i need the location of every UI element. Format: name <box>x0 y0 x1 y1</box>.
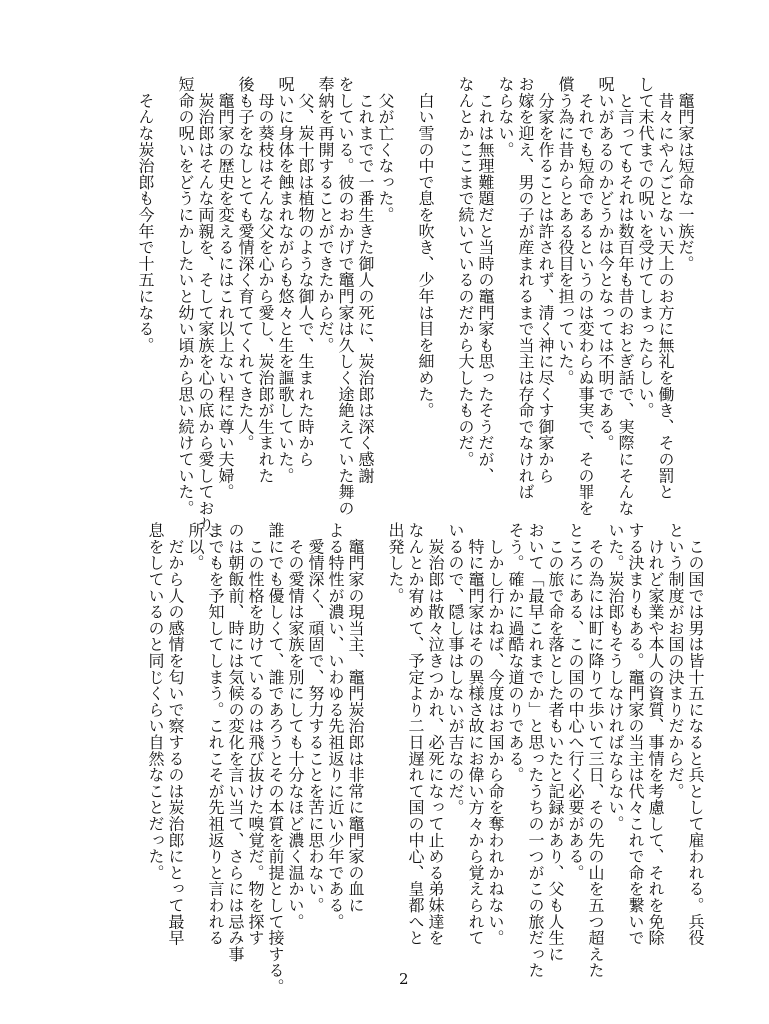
text-line: 呪いがあるのかどうかは今となっては不明である。 <box>596 76 615 451</box>
text-line: なんとか宥めて、予定より二日遅れて国の中心、皇都へと <box>406 522 425 946</box>
text-line: それでも短命であるというのは変わらぬ事実で、その罪を <box>576 76 595 517</box>
text-line: 竈門家は短命な一族だ。 <box>676 76 695 272</box>
text-line: 炭治郎は散々泣きつかれ、必死になって止める弟妹達を <box>426 522 445 946</box>
text-line: けれど家業や本人の資質、事情を考慮して、それを免除 <box>646 522 665 946</box>
text-line: 竈門家の現当主、竈門炭治郎は非常に竈門家の血に <box>346 522 365 914</box>
text-line: 父、炭十郎は植物のような御人で、生まれた時から <box>296 76 315 468</box>
text-line: この国では男は皆十五になると兵として雇われる。兵役 <box>686 522 705 946</box>
text-line: 父が亡くなった。 <box>376 76 395 223</box>
paragraph-break <box>155 76 175 496</box>
text-line: そんな炭治郎も今年で十五になる。 <box>136 76 155 354</box>
text-line: しかし行かねば、今度はお国から命を奪われかねない。 <box>486 522 505 946</box>
text-line: 出発した。 <box>386 522 405 604</box>
text-line: 分家を作ることは許されず、清く神に尽くす御家から <box>536 76 555 484</box>
paragraph-break <box>365 522 385 942</box>
text-line: ところにある、この国の中心へ行く必要がある。 <box>566 522 585 881</box>
text-line: ならない。 <box>496 76 515 158</box>
text-line: までもを予知してしまう。これこそが先祖返りと言われる <box>206 522 225 946</box>
text-line: 呪いに身体を蝕まれながらも悠々と生を謳歌していた。 <box>276 76 295 484</box>
text-line: 償う為に昔からとある役目を担っていた。 <box>556 76 575 386</box>
text-line: 炭治郎はそんな両親を、そして家族を心の底から愛しており、 <box>196 76 215 549</box>
text-line: 竈門家の歴史を変えるにはこれ以上ない程に尊い夫婦。 <box>216 76 235 500</box>
text-line: 短命の呪いをどうにかしたいと幼い頃から思い続けていた。 <box>176 76 195 517</box>
text-line: これまでで一番生きた御人の死に、炭治郎は深く感謝 <box>356 76 375 484</box>
text-line: して末代までの呪いを受けてしまったらしい。 <box>636 76 655 419</box>
text-line: その為には町に降りて歩いて三日、その先の山を五つ超えた <box>586 522 605 979</box>
text-line: のは朝飯前、時には気候の変化を言い当て、さらには忌み事 <box>226 522 245 963</box>
text-line: おいて「最早これまでか」と思ったうちの一つがこの旅だった <box>526 522 545 979</box>
text-line: 母の葵枝はそんな父を心から愛し、炭治郎が生まれた <box>256 76 275 484</box>
text-line: 奉納を再開することができたからだ。 <box>316 76 335 354</box>
text-line: 愛情深く、頑固で、努力することを苦に思わない。 <box>306 522 325 914</box>
text-line: この性格を助けているのは飛び抜けた嗅覚だ。物を探す <box>246 522 265 946</box>
text-line: 昔々にやんごとない天上のお方に無礼を働き、その罰と <box>656 76 675 500</box>
text-line: 所以。 <box>186 522 205 571</box>
text-line: する決まりもある。竈門家の当主は代々これで命を繋いで <box>626 522 645 946</box>
text-line: そう。確かに過酷な道のりである。 <box>506 522 525 783</box>
text-line: 特に竈門家はその異様さ故にお偉い方々から覚えられて <box>466 522 485 946</box>
text-line: いるので、隠し事はしないが吉なのだ。 <box>446 522 465 816</box>
text-line: 誰にでも優しくて、誰であろうとその本質を前提として接する。 <box>266 522 285 995</box>
text-line: 後も子をなしとても愛情深く育ててくれてきた人。 <box>236 76 255 451</box>
text-line: これは無理難題だと当時の竈門家も思ったそうだが、 <box>476 76 495 484</box>
text-line: 息をしているのと同じくらい自然なことだった。 <box>146 522 165 881</box>
text-line: その愛情は家族を別にしても十分なほど濃く温かい。 <box>286 522 305 930</box>
text-line: なんとかここまで続いているのだから大したものだ。 <box>456 76 475 468</box>
page-number: 2 <box>399 970 409 988</box>
paragraph-break <box>395 76 415 496</box>
text-line: という制度がお国の決まりだからだ。 <box>666 522 685 800</box>
text-line: だから人の感情を匂いで察するのは炭治郎にとって最早 <box>166 522 185 946</box>
text-block-bottom <box>145 522 705 995</box>
text-line: 白い雪の中で息を吹き、少年は目を細めた。 <box>416 76 435 419</box>
text-line: よる特性が濃い、いわゆる先祖返りに近い少年である。 <box>326 522 345 930</box>
paragraph-break <box>435 76 455 496</box>
text-line: この旅で命を落とした者もいたと記録があり、父も人生に <box>546 522 565 963</box>
text-line: と言ってもそれは数百年も昔のおとぎ話で、実際にそんな <box>616 76 635 517</box>
text-line: いた。炭治郎もそうしなければならない。 <box>606 522 625 832</box>
text-line: お嫁を迎え、男の子が産まれるまで当主は存命でなければ <box>516 76 535 500</box>
text-line: をしている。彼のおかげで竈門家は久しく途絶えていた舞の <box>336 76 355 517</box>
